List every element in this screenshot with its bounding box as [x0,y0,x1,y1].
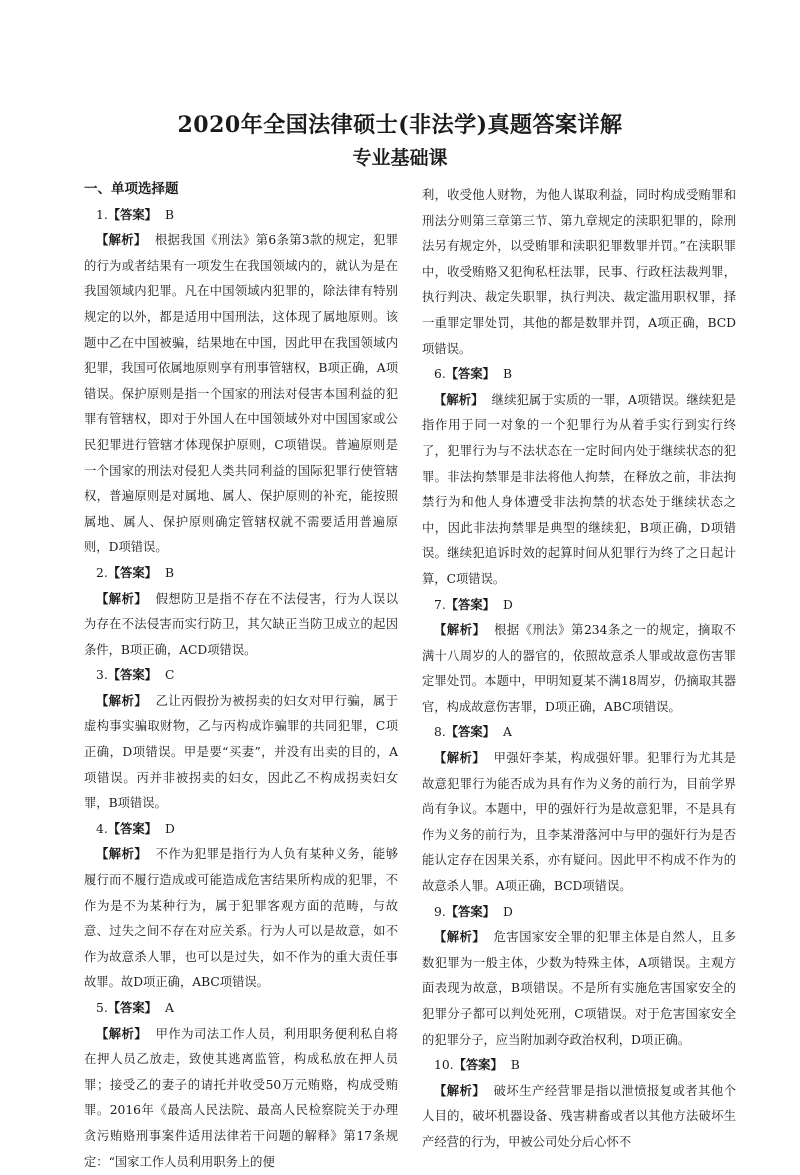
answer-value: D [164,821,175,836]
answer-tag: 【答案】 [107,207,157,222]
answer-value: B [164,565,174,580]
analysis-text: 破坏生产经营罪是指以泄愤报复或者其他个人目的，破坏机器设备、残害耕畜或者以其他方法破坏生产经营的行为，甲被公司处分后心怀不 [422,1083,736,1149]
page-title: 2020年全国法律硕士(非法学)真题答案详解 [177,112,623,138]
analysis-text: 根据《刑法》第234条之一的规定，摘取不满十八周岁的人的器官的，依照故意杀人罪或故意伤害罪定罪处罚。本题中，甲明知夏某不满18周岁，仍摘取其器官，构成故意伤害罪，D项正确，ABC项错误。 [422,623,736,714]
analysis-text: 假想防卫是指不存在不法侵害，行为人误以为存在不法侵害而实行防卫，其欠缺正当防卫成立的起因条件，B项正确，ACD项错误。 [84,591,398,657]
question-number: 9. [434,904,446,919]
answer-line [422,593,736,619]
analysis-paragraph [84,689,398,817]
analysis-tag: 【解析】 [434,751,486,766]
answer-line [84,817,398,843]
page-subtitle: 专业基础课 [352,147,448,169]
answer-value: A [164,1001,174,1015]
analysis-paragraph [422,618,736,720]
answer-tag: 【答案】 [445,725,495,740]
analysis-text: 不作为犯罪是指行为人负有某种义务，能够履行而不履行造成或可能造成危害结果所构成的犯罪，不作为是不为某种行为，属于犯罪客观方面的范畴，与故意、过失之间不存在对应关系。行为人可以是故意，如不作为故意杀人罪，也可以是过失，如不作为的重大责任事故罪。故D项正确，ABC项错误。 [84,847,398,990]
continuation-text: 利，收受他人财物，为他人谋取利益，同时构成受贿罪和刑法分则第三章第三节、第九章规定的渎职犯罪的，除刑法另有规定外，以受贿罪和渎职犯罪数罪并罚。”在渎职罪中，收受贿赂又犯徇私枉法罪，民事、行政枉法裁判罪，执行判决、裁定失职罪，执行判决、裁定滥用职权罪，择一重罪定罪处罚，其他的都是数罪并罚，A项正确，BCD项错误。 [422,188,736,356]
answer-tag: 【答案】 [453,1058,503,1073]
analysis-tag: 【解析】 [96,1026,148,1041]
analysis-text: 根据我国《刑法》第6条第3款的规定，犯罪的行为或者结果有一项发生在我国领域内的，就认为是在我国领域内犯罪。凡在中国领域内犯罪的，除法律有特别规定的以外，都是适用中国刑法，这体现了属地原则。该题中乙在中国被骗，结果地在中国，因此甲在我国领域内犯罪，我国可依属地原则享有刑事管辖权，B项正确，A项错误。保护原则是指一个国家的刑法对侵害本国利益的犯罪有管辖权，即对于外国人在中国领域外对中国国家或公民犯罪进行管辖才体现保护原则，C项错误。普遍原则是一个国家的刑法对侵犯人类共同利益的国际犯罪行使管辖权，普遍原则是对属地、属人、保护原则的补充，能按照属地、属人、保护原则确定管辖权就不需要适用普遍原则，D项错误。 [84,233,398,555]
analysis-tag: 【解析】 [96,847,148,862]
analysis-tag: 【解析】 [96,233,147,248]
right-column [422,183,736,1156]
answer-line [422,362,736,388]
analysis-paragraph [422,1079,736,1156]
analysis-text: 继续犯属于实质的一罪，A项错误。继续犯是指作用于同一对象的一个犯罪行为从着手实行到实行终了，犯罪行为与不法状态在一定时间内处于继续状态的犯罪。非法拘禁罪是非法将他人拘禁，在释放之前，非法拘禁行为和他人身体遭受非法拘禁的状态处于继续状态之中，因此非法拘禁罪是典型的继续犯，B项正确，D项错误。继续犯追诉时效的起算时间从犯罪行为终了之日起计算，C项错误。 [422,392,736,586]
answer-tag: 【答案】 [445,904,495,919]
analysis-paragraph [84,842,398,996]
analysis-paragraph [422,746,736,900]
analysis-tag: 【解析】 [434,930,486,945]
answer-tag: 【答案】 [445,597,495,612]
answer-value: A [502,725,512,740]
analysis-paragraph [422,925,736,1053]
answer-tag: 【答案】 [107,668,157,683]
question-number: 2. [96,565,108,580]
section-heading: 一、单项选择题 [84,181,179,197]
analysis-text: 危害国家安全罪的犯罪主体是自然人，且多数犯罪为一般主体，少数为特殊主体，A项错误。主观方面表现为故意，B项错误。不是所有实施危害国家安全的犯罪分子都可以判处死刑，C项错误。对于危害国家安全的犯罪分子，应当附加剥夺政治权利，D项正确。 [422,930,736,1047]
question-number: 8. [434,725,446,740]
question-number: 10. [434,1058,454,1073]
analysis-paragraph [84,1022,398,1175]
answer-line [422,1053,736,1079]
answer-value: B [164,207,174,222]
answer-tag: 【答案】 [107,565,157,580]
answer-line [84,561,398,587]
answer-line [84,996,398,1022]
analysis-text: 甲强奸李某，构成强奸罪。犯罪行为尤其是故意犯罪行为能否成为具有作为义务的前行为，目前学界尚有争议。本题中，甲的强奸行为是故意犯罪，不是具有作为义务的前行为，且李某滑落河中与甲的强奸行为是否能认定存在因果关系，亦有疑问。因此甲不构成不作为的故意杀人罪。A项正确，BCD项错误。 [422,751,736,894]
question-number: 1. [96,207,108,222]
answer-line [422,900,736,926]
answer-tag: 【答案】 [107,1001,157,1015]
question-number: 7. [434,597,446,612]
analysis-paragraph [84,228,398,561]
answer-line [422,720,736,746]
question-number: 5. [96,1001,108,1015]
answer-value: B [502,367,512,382]
answer-tag: 【答案】 [107,821,157,836]
answer-value: D [502,597,513,612]
analysis-text: 甲作为司法工作人员，利用职务便利私自将在押人员乙放走，致使其逃离监管，构成私放在押人员罪；接受乙的妻子的请托并收受50万元贿赂，构成受贿罪。2016年《最高人民法院、最高人民检察院关于办理贪污贿赂刑事案件适用法律若干问题的解释》第17条规定：“国家工作人员利用职务上的便 [84,1026,398,1169]
answer-value: D [502,904,513,919]
answer-tag: 【答案】 [445,367,495,382]
analysis-tag: 【解析】 [96,693,148,708]
analysis-text: 乙让丙假扮为被拐卖的妇女对甲行骗，属于虚构事实骗取财物，乙与丙构成诈骗罪的共同犯罪，C项正确，D项错误。甲是要“买妻”，并没有出卖的目的，A项错误。丙并非被拐卖的妇女，因此乙不构成拐卖妇女罪，B项错误。 [84,693,398,811]
analysis-paragraph [84,587,398,664]
question-number: 3. [96,668,108,683]
answer-value: B [510,1058,520,1073]
analysis-tag: 【解析】 [434,1083,486,1098]
continuation-paragraph [422,183,736,362]
left-column [84,177,398,1175]
question-number: 6. [434,367,446,382]
analysis-tag: 【解析】 [96,591,148,606]
analysis-tag: 【解析】 [434,392,484,407]
answer-value: C [164,668,175,683]
answer-line [84,663,398,689]
question-number: 4. [96,821,108,836]
answer-line [84,203,398,229]
analysis-tag: 【解析】 [434,623,486,638]
analysis-paragraph [422,388,736,593]
